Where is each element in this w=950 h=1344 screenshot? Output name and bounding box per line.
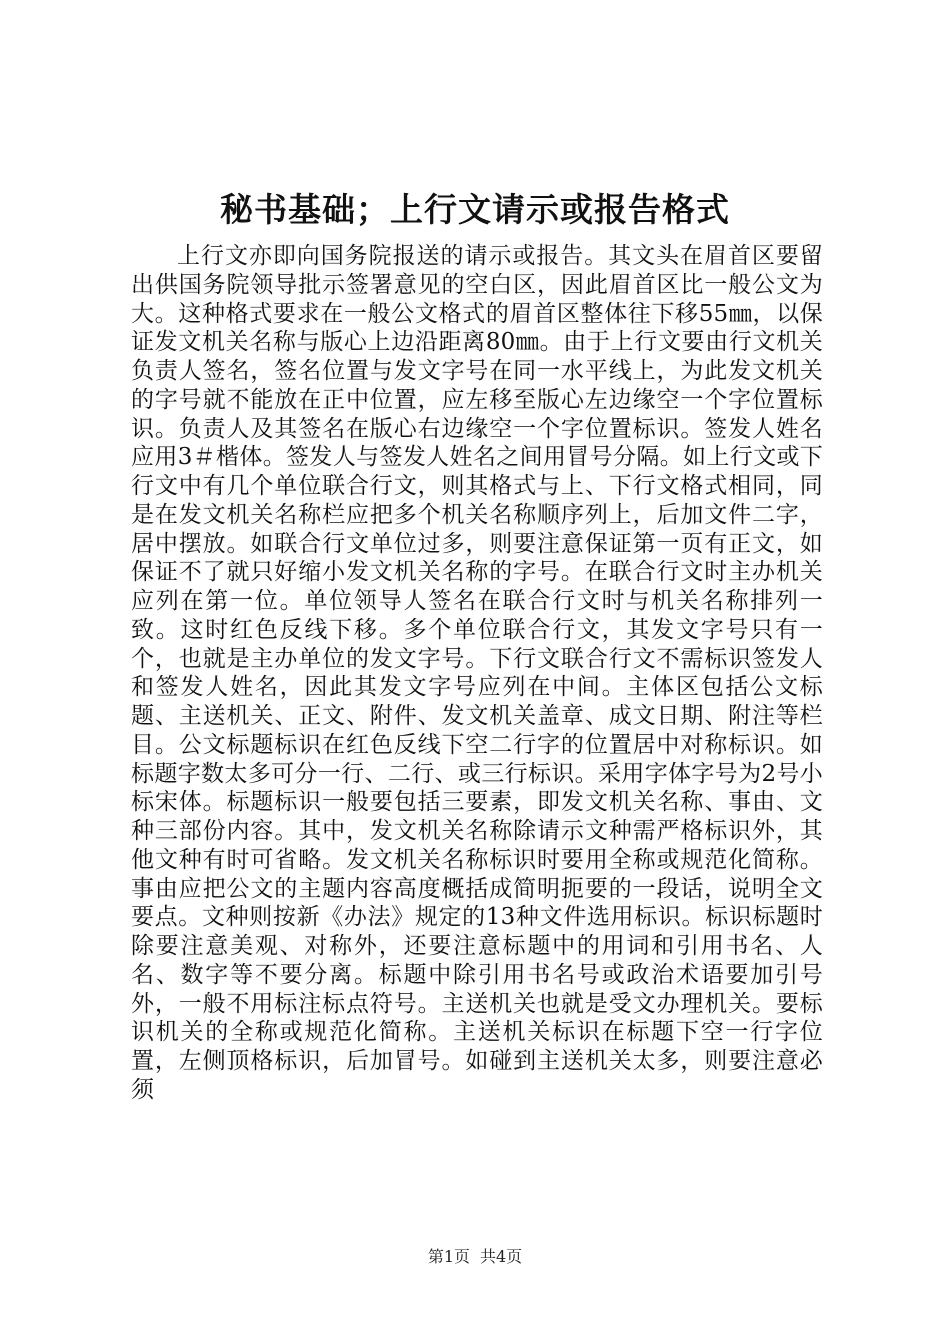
page-footer — [0, 1246, 950, 1268]
page-number-current: 第1页 — [427, 1247, 470, 1266]
document-title: 秘书基础；上行文请示或报告格式 — [220, 190, 730, 229]
document-body-paragraph: 上行文亦即向国务院报送的请示或报告。其文头在眉首区要留出供国务院领导批示签署意见的空白区，因此眉首区比一般公文为大。这种格式要求在一般公文格式的眉首区整体往下移55㎜，以保证发文机关名称与版心上边沿距离80㎜。由于上行文要由行文机关负责人签名，签名位置与发文字号在同一水平线上，为此发文机关的字号就不能放在正中位置，应左移至版心左边缘空一个字位置标识。负责人及其签名在版心右边缘空一个字位置标识。签发人姓名应用3＃楷体。签发人与签发人姓名之间用冒号分隔。如上行文或下行文中有几个单位联合行文，则其格式与上、下行文格式相同，同是在发文机关名称栏应把多个机关名称顺序列上，后加文件二字，居中摆放。如联合行文单位过多，则要注意保证第一页有正文，如保证不了就只好缩小发文机关名称的字号。在联合行文时主办机关应列在第一位。单位领导人签名在联合行文时与机关名称排列一致。这时红色反线下移。多个单位联合行文，其发文字号只有一个，也就是主办单位的发文字号。下行文联合行文不需标识签发人和签发人姓名，因此其发文字号应列在中间。主体区包括公文标题、主送机关、正文、附件、发文机关盖章、成文日期、附注等栏目。公文标题标识在红色反线下空二行字的位置居中对称标识。如标题字数太多可分一行、二行、或三行标识。采用字体字号为2号小标宋体。标题标识一般要包括三要素，即发文机关名称、事由、文种三部份内容。其中，发文机关名称除请示文种需严格标识外，其他文种有时可省略。发文机关名称标识时要用全称或规范化简称。事由应把公文的主题内容高度概括成简明扼要的一段话，说明全文要点。文种则按新《办法》规定的13种文件选用标识。标识标题时除要注意美观、对称外，还要注意标题中的用词和引用书名、人名、数字等不要分离。标题中除引用书名号或政治术语要加引号外，一般不用标注标点符号。主送机关也就是受文办理机关。要标识机关的全称或规范化简称。主送机关标识在标题下空一行字位置，左侧顶格标识，后加冒号。如碰到主送机关太多，则要注意必须 — [131, 243, 823, 1103]
page-number-total: 共4页 — [480, 1247, 523, 1266]
